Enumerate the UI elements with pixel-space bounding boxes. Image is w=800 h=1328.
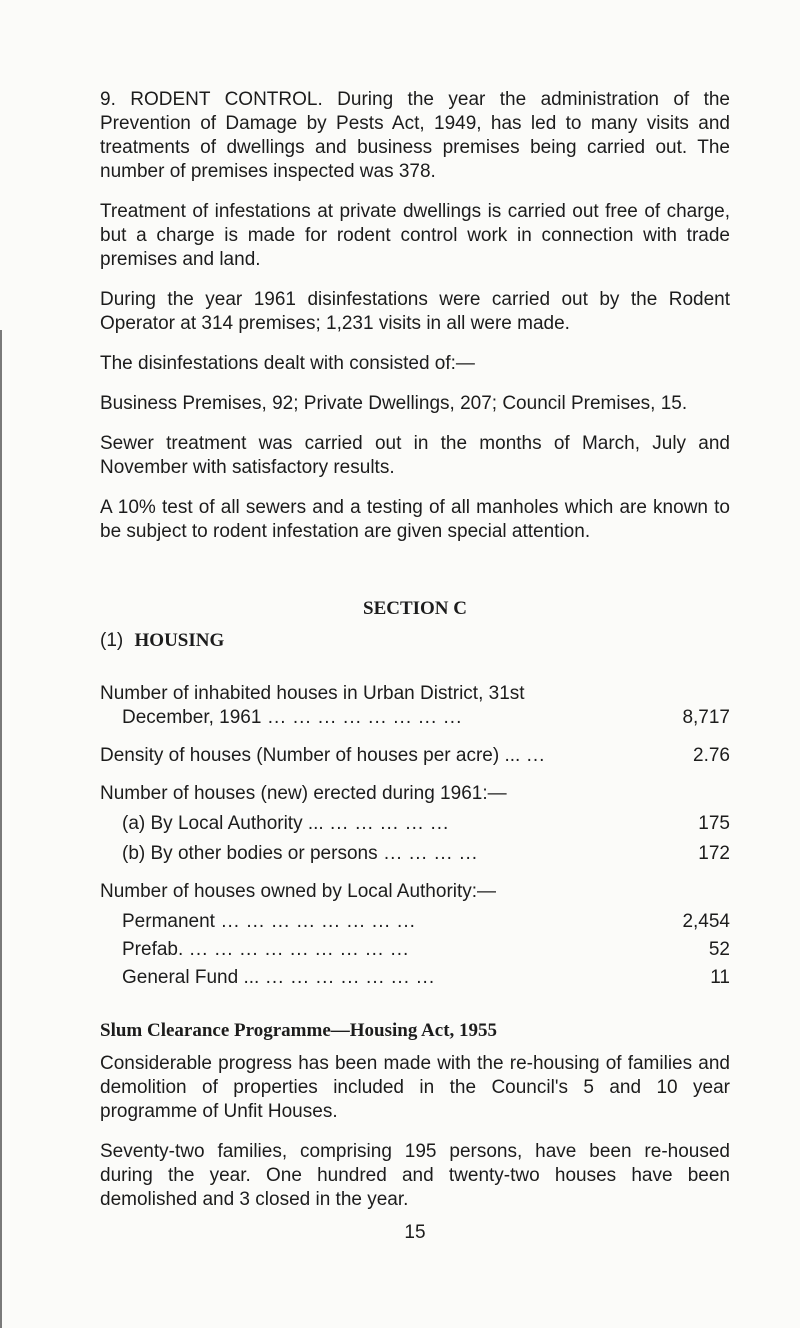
rodent-para-2: Treatment of infestations at private dwellings is carried out free of charge, but a charge is made for rodent control work in connection with trade premises and land. bbox=[100, 201, 730, 270]
prefab-value: 52 bbox=[708, 939, 730, 960]
document-page bbox=[100, 88, 730, 1244]
local-authority-label: (a) By Local Authority ... ... ... ... ... ... bbox=[122, 813, 450, 834]
inhabited-value: 8,717 bbox=[682, 707, 730, 728]
new-houses-row bbox=[100, 782, 730, 806]
section-heading: SECTION C bbox=[363, 598, 467, 619]
slum-para-1: Considerable progress has been made with the re-housing of families and demolition of properties included in the Council's 5 and 10 year programme of Unfit Houses. bbox=[100, 1053, 730, 1122]
general-fund-label: General Fund ... ... ... ... ... ... ... ... bbox=[122, 967, 436, 988]
other-bodies-row bbox=[100, 842, 730, 866]
density-label: Density of houses (Number of houses per acre) ... ... bbox=[100, 745, 546, 766]
new-houses-label: Number of houses (new) erected during 1961:— bbox=[100, 783, 507, 804]
housing-sub-number: (1) bbox=[100, 630, 124, 651]
inhabited-row-1 bbox=[100, 682, 730, 706]
slum-clearance-heading: Slum Clearance Programme—Housing Act, 1955 bbox=[100, 1020, 498, 1041]
rodent-para-6: Sewer treatment was carried out in the months of March, July and November with satisfactory results. bbox=[100, 433, 730, 478]
other-bodies-label: (b) By other bodies or persons ... ... ... ... bbox=[122, 843, 479, 864]
prefab-label: Prefab. ... ... ... ... ... ... ... ... ... bbox=[122, 939, 410, 960]
rodent-para-4: The disinfestations dealt with consisted of:— bbox=[100, 353, 475, 374]
housing-sub-title: HOUSING bbox=[134, 630, 225, 651]
general-fund-row bbox=[100, 966, 730, 990]
prefab-row bbox=[100, 938, 730, 962]
inhabited-row-2 bbox=[100, 706, 730, 730]
density-row bbox=[100, 744, 730, 768]
owned-row bbox=[100, 880, 730, 904]
slum-para-2: Seventy-two families, comprising 195 persons, have been re-housed during the year. One hundred and twenty-two houses have been demolished and 3 closed in the year. bbox=[100, 1141, 730, 1210]
permanent-row bbox=[100, 910, 730, 934]
rodent-para-7: A 10% test of all sewers and a testing of all manholes which are known to be subject to rodent infestation are given special attention. bbox=[100, 497, 730, 542]
rodent-para-1: 9. RODENT CONTROL. During the year the administration of the Prevention of Damage by Pests Act, 1949, has led to many visits and treatments of dwellings and business premises being carried out. The number of premises inspected was 378. bbox=[100, 89, 730, 182]
permanent-label: Permanent ... ... ... ... ... ... ... ... bbox=[122, 911, 416, 932]
inhabited-label-2: December, 1961 ... ... ... ... ... ... ... ... bbox=[122, 707, 463, 728]
local-authority-value: 175 bbox=[698, 813, 730, 834]
owned-label: Number of houses owned by Local Authority:— bbox=[100, 881, 497, 902]
local-authority-row bbox=[100, 812, 730, 836]
permanent-value: 2,454 bbox=[682, 911, 730, 932]
rodent-para-3: During the year 1961 disinfestations were carried out by the Rodent Operator at 314 premises; 1,231 visits in all were made. bbox=[100, 289, 730, 334]
rodent-para-5: Business Premises, 92; Private Dwellings, 207; Council Premises, 15. bbox=[100, 393, 688, 414]
inhabited-label-1: Number of inhabited houses in Urban District, 31st bbox=[100, 683, 525, 704]
density-value: 2.76 bbox=[693, 745, 730, 766]
page-number: 15 bbox=[404, 1222, 426, 1243]
housing-subheading bbox=[100, 630, 730, 652]
general-fund-value: 11 bbox=[710, 967, 730, 988]
other-bodies-value: 172 bbox=[698, 843, 730, 864]
page-edge-line bbox=[0, 330, 2, 1328]
